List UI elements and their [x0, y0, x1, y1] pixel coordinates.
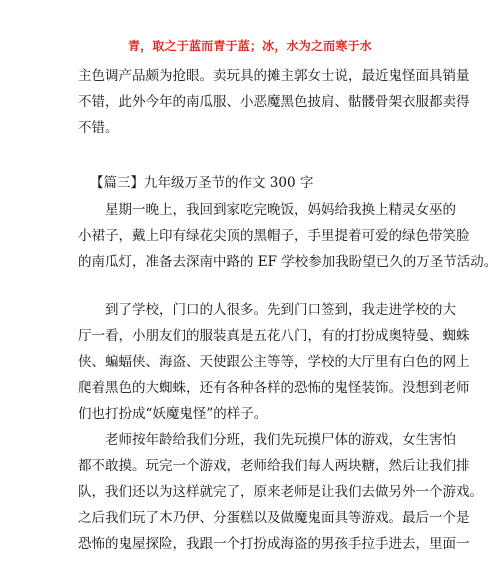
text-line: 老师按年龄给我们分班，我们先玩摸尸体的游戏，女生害怕 [78, 432, 456, 448]
text-line: 主色调产品颇为抢眼。卖玩具的摊主郭女士说，最近鬼怪面具销量 [78, 68, 470, 84]
text-line: 到了学校，门口的人很多。先到门口签到，我走进学校的大 [78, 302, 456, 318]
text-line: 爬着黑色的大蜘蛛，还有各种各样的恐怖的鬼怪装饰。没想到老师 [78, 380, 470, 396]
text-line: 小裙子，戴上印有绿花尖顶的黑帽子，手里提着可爱的绿色带笑脸 [78, 228, 470, 244]
page-header-quote: 青，取之于蓝而青于蓝；冰，水为之而寒于水 [127, 39, 372, 53]
paragraph-intro [78, 63, 470, 141]
text-line: 的南瓜灯，准备去深南中路的 EF 学校参加我盼望已久的万圣节活动。 [78, 254, 498, 270]
text-line: 恐怖的鬼屋探险，我跟一个打扮成海盗的男孩手拉手进去，里面一 [78, 536, 470, 552]
text-line: 不错，此外今年的南瓜服、小恶魔黑色披肩、骷髅骨架衣服都卖得 [78, 94, 470, 110]
text-line: 厅一看，小朋友们的服装真是五花八门，有的打扮成奥特曼、蜘蛛 [78, 328, 470, 344]
text-line: 之后我们玩了木乃伊、分蛋糕以及做魔鬼面具等游戏。最后一个是 [78, 510, 470, 526]
section-title: 【篇三】九年级万圣节的作文 300 字 [90, 175, 314, 191]
text-line: 星期一晚上，我回到家吃完晚饭，妈妈给我换上精灵女巫的 [78, 202, 456, 218]
paragraph-games [78, 427, 483, 557]
text-line: 侠、蝙蝠侠、海盗、天使跟公主等等，学校的大厅里有白色的网上 [78, 354, 470, 370]
text-line: 队，我们还以为这样就完了，原来老师是让我们去做另外一个游戏。 [78, 484, 483, 500]
text-line: 们也打扮成“妖魔鬼怪”的样子。 [78, 406, 268, 422]
section-heading [90, 170, 450, 196]
paragraph-evening [78, 197, 498, 275]
text-line: 不错。 [78, 120, 119, 136]
text-line: 都不敢摸。玩完一个游戏，老师给我们每人两块糖，然后让我们排 [78, 458, 470, 474]
paragraph-school [78, 297, 470, 427]
